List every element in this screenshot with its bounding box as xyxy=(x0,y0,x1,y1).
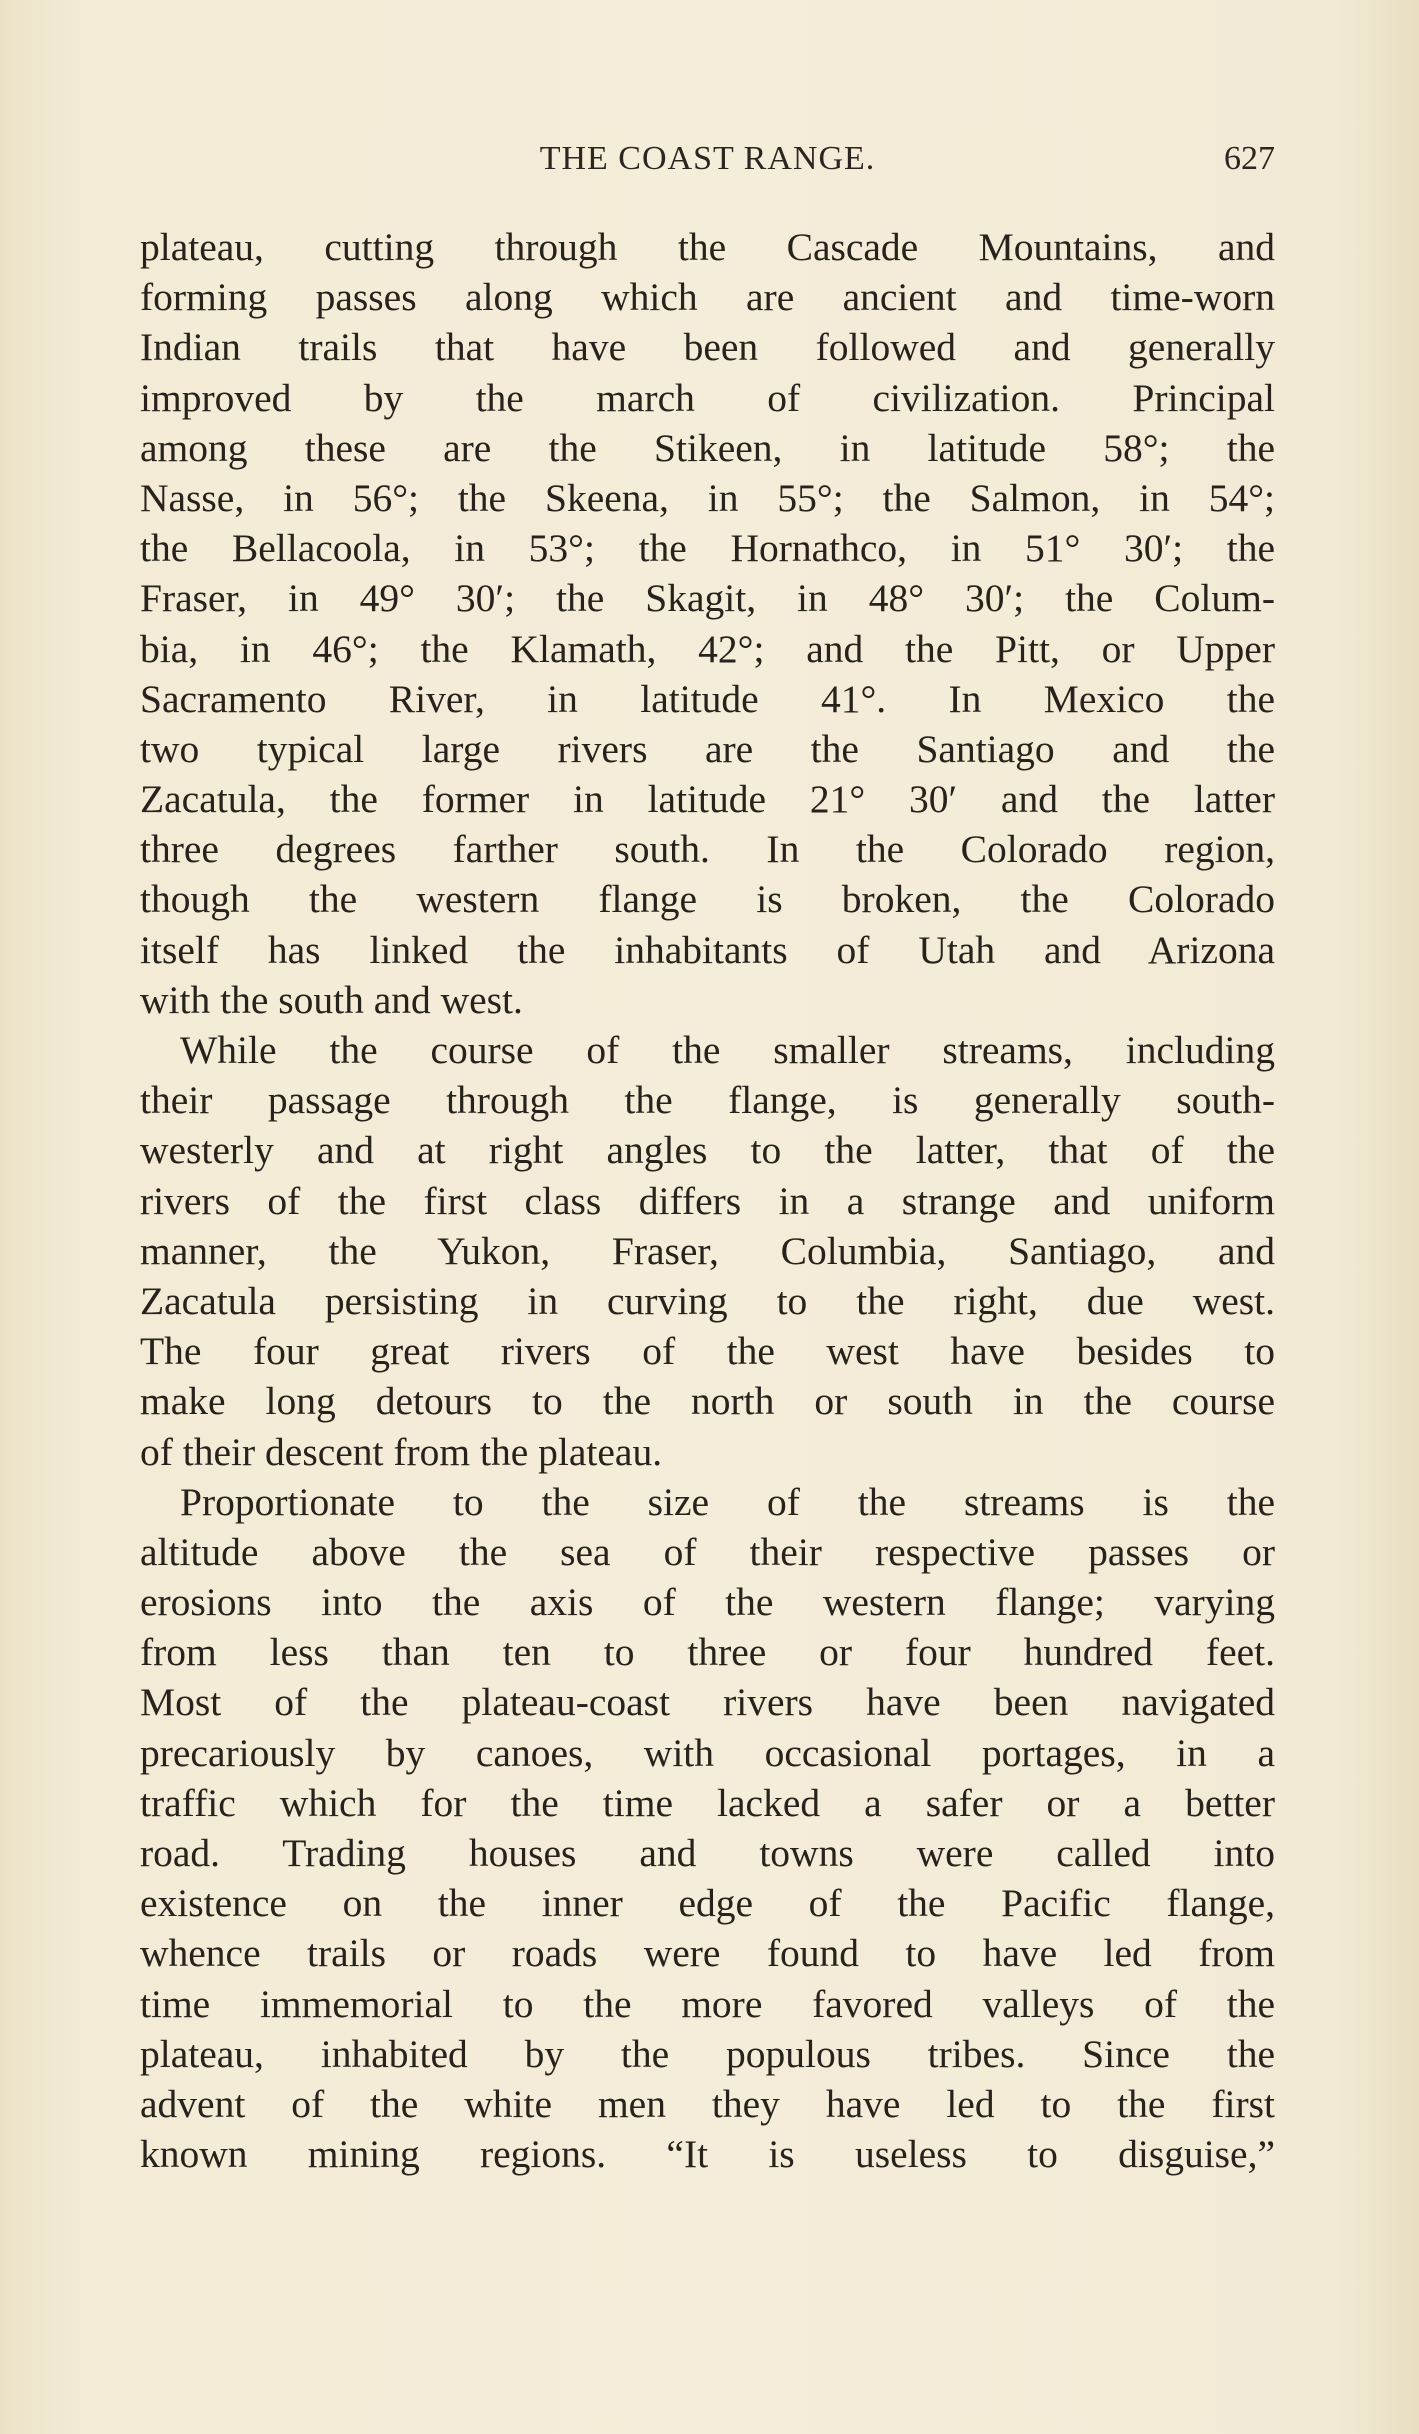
text-line: rivers of the first class differs in a strange and uniform xyxy=(140,1178,1275,1223)
text-line: Sacramento River, in latitude 41°. In Mexico the xyxy=(140,676,1275,721)
page-number: 627 xyxy=(1224,140,1275,177)
running-head xyxy=(140,140,1275,180)
paragraph-end-line: of their descent from the plateau. xyxy=(140,1429,663,1474)
text-line: the Bellacoola, in 53°; the Hornathco, in 51° 30′; the xyxy=(140,526,1275,571)
text-line: existence on the inner edge of the Pacific flange, xyxy=(140,1881,1275,1926)
text-line: their passage through the flange, is generally south- xyxy=(140,1078,1275,1123)
text-line: precariously by canoes, with occasional portages, in a xyxy=(140,1730,1275,1775)
text-line: improved by the march of civilization. Principal xyxy=(140,375,1275,420)
paragraph-end-line: with the south and west. xyxy=(140,977,523,1022)
text-line: from less than ten to three or four hundred feet. xyxy=(140,1630,1275,1675)
text-line: The four great rivers of the west have besides to xyxy=(140,1329,1275,1374)
text-line: bia, in 46°; the Klamath, 42°; and the Pitt, or Upper xyxy=(140,626,1275,671)
text-line: among these are the Stikeen, in latitude 58°; the xyxy=(140,425,1275,470)
paragraph-start-line: Proportionate to the size of the streams is the xyxy=(180,1479,1275,1524)
text-line: make long detours to the north or south in the course xyxy=(140,1379,1275,1424)
text-line: known mining regions. “It is useless to disguise,” xyxy=(140,2132,1275,2177)
text-line: time immemorial to the more favored valleys of the xyxy=(140,1981,1275,2026)
text-line: Fraser, in 49° 30′; the Skagit, in 48° 30′; the Colum- xyxy=(140,576,1275,621)
text-line: plateau, cutting through the Cascade Mountains, and xyxy=(140,225,1275,269)
text-line: Most of the plateau-coast rivers have been navigated xyxy=(140,1680,1275,1725)
text-line: Nasse, in 56°; the Skeena, in 55°; the Salmon, in 54°; xyxy=(140,475,1275,520)
text-line: Indian trails that have been followed and generally xyxy=(140,325,1275,370)
text-line: Zacatula, the former in latitude 21° 30′ and the latter xyxy=(140,777,1275,822)
text-line: two typical large rivers are the Santiago and the xyxy=(140,726,1275,771)
running-title: THE COAST RANGE. xyxy=(539,140,876,177)
text-line: itself has linked the inhabitants of Utah and Arizona xyxy=(140,927,1275,972)
text-line: three degrees farther south. In the Colorado region, xyxy=(140,827,1275,872)
text-line: manner, the Yukon, Fraser, Columbia, Santiago, and xyxy=(140,1228,1275,1273)
text-line: forming passes along which are ancient and time-worn xyxy=(140,275,1275,320)
text-line: whence trails or roads were found to have led from xyxy=(140,1931,1275,1976)
text-line: altitude above the sea of their respective passes or xyxy=(140,1529,1275,1574)
text-line: traffic which for the time lacked a safer or a better xyxy=(140,1780,1275,1825)
text-line: though the western flange is broken, the Colorado xyxy=(140,877,1275,922)
paragraph-start-line: While the course of the smaller streams, including xyxy=(180,1028,1275,1072)
text-line: westerly and at right angles to the latter, that of the xyxy=(140,1128,1275,1173)
text-line: Zacatula persisting in curving to the right, due west. xyxy=(140,1278,1275,1323)
text-line: erosions into the axis of the western flange; varying xyxy=(140,1580,1275,1625)
text-line: road. Trading houses and towns were called into xyxy=(140,1831,1275,1875)
text-line: plateau, inhabited by the populous tribes. Since the xyxy=(140,2031,1275,2076)
text-line: advent of the white men they have led to the first xyxy=(140,2081,1275,2126)
body-text xyxy=(140,222,1275,2179)
